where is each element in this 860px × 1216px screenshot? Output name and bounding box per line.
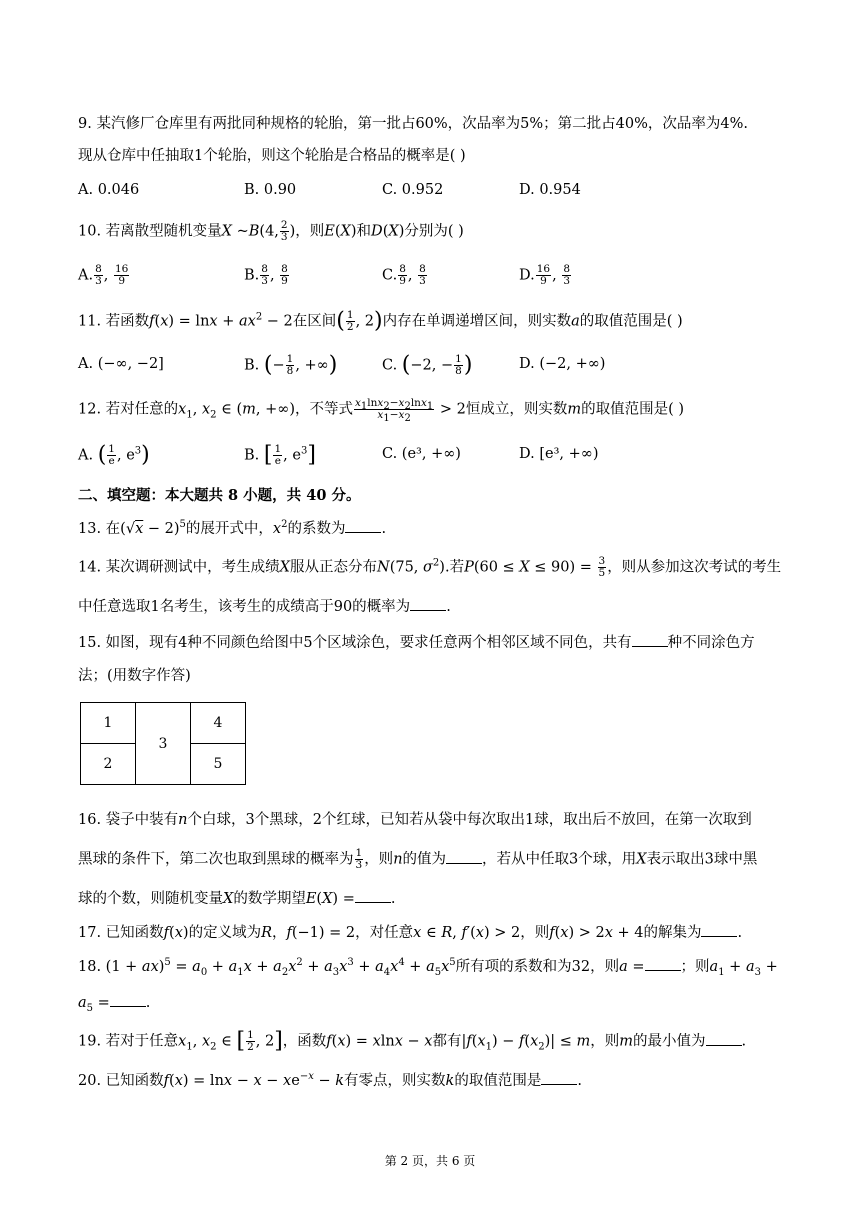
q12-option-d: D. [e³, +∞) [519,446,599,462]
q16-line3: 球的个数，则随机变量X的数学期望E(X) = . [78,888,395,909]
q14-line1: 14. 某次调研测试中，考生成绩X服从正态分布N(75, $\sigma^2$).若P(60 ≤ X ≤ 90) = $\frac{3}{5}$ ，则从参加这次考试的考生 [78,555,782,579]
q19-answer-blank [706,1031,742,1046]
q18-line1: 18. $(1 + ax)^5 = a_0 + a_1x + a_2x^2 + a_3x^3 + a_4x^4 + a_5x^5$所有项的系数和为32，则a = ；则$a_1 + a_3$ + [78,957,778,978]
region-5: 5 [191,744,246,785]
q13-answer-blank [345,518,381,533]
q12-option-a: A. ( $\frac{1}{e}$ , $e^3$) [78,442,150,468]
q18-answer-blank-1 [645,956,681,971]
q10-stem: 10. 若离散型随机变量X ~B(4, $\frac{2}{3}$ )，则E(X)和D(X)分别为( ) [78,219,464,243]
region-1: 1 [81,703,136,744]
q9-option-c: C. 0.952 [382,182,444,198]
q12-stem: 12. 若对任意的$x_1$, $x_2$ ∈ (m, +∞)，不等式 $\frac{x_1\ln x_2-x_2\ln x_1}{x_1-x_2}$ > 2恒成立，则实数m的取值范围是( ) [78,397,685,425]
q9-line2: 现从仓库中任抽取1个轮胎，则这个轮胎是合格品的概率是( ) [78,148,466,164]
q10-option-c: C. $\frac{8}{9}$ , $\frac{8}{3}$ [382,263,426,287]
q20-stem: 20. 已知函数$f(x) = \ln x - x - xe^{-x} - k$有零点，则实数k的取值范围是 . [78,1071,582,1089]
q10-option-d: D. $\frac{16}{9}$ , $\frac{8}{3}$ [519,263,570,287]
region-3: 3 [136,703,191,785]
q10-option-b: B. $\frac{8}{3}$ , $\frac{8}{9}$ [244,263,288,287]
q16-answer-blank-1 [446,849,482,864]
q11-option-a: A. (−∞, −2] [78,356,164,372]
page-footer: 第 2 页，共 6 页 [384,1154,476,1168]
q17-answer-blank [701,922,737,937]
q10-option-a: A. $\frac{8}{3}$ , $\frac{16}{9}$ [78,263,129,287]
q11-option-c: C. (−2, − $\frac{1}{8}$ ) [382,352,473,378]
q9-line1: 9. 某汽修厂仓库里有两批同种规格的轮胎，第一批占60%，次品率为5%；第二批占40%，次品率为4%. [78,116,749,132]
q15-region-diagram [80,702,246,785]
q16-answer-blank-2 [355,888,391,903]
q13-stem: 13. 在$(√x - 2)^5$的展开式中，$x^2$的系数为 . [78,519,387,537]
q11-option-b: B. (− $\frac{1}{8}$ , +∞) [244,352,338,378]
region-2: 2 [81,744,136,785]
q11-option-d: D. (−2, +∞) [519,356,606,372]
q9-option-d: D. 0.954 [519,182,581,198]
q19-stem: 19. 若对于任意$x_1$, $x_2$ ∈ [ $\frac{1}{2}$ , 2]，函数f(x) = xlnx − x都有$|f(x_1) - f(x_2)| \le m$，则m的最小值为 . [78,1028,747,1054]
q18-answer-blank-2 [110,992,146,1007]
q20-answer-blank [541,1070,577,1085]
q16-line1: 16. 袋子中装有n个白球，3个黑球，2个红球，已知若从袋中每次取出1球，取出后不放回，在第一次取到 [78,812,752,828]
q15-answer-blank [632,632,668,647]
q18-line2: $a_5$ = . [78,992,150,1013]
q9-option-b: B. 0.90 [244,182,297,198]
region-4: 4 [191,703,246,744]
q9-option-a: A. 0.046 [78,182,140,198]
q11-stem: 11. 若函数$f(x) = \ln x + ax^2 - 2$在区间( $\frac{1}{2}$ , 2)内存在单调递增区间，则实数a的取值范围是( ) [78,308,683,334]
section-fill-in-heading: 二、填空题：本大题共 8 小题，共 40 分。 [78,487,361,504]
q12-option-b: B. [ $\frac{1}{e}$ , $e^3$] [244,442,316,468]
q15-line1: 15. 如图，现有4种不同颜色给图中5个区域涂色，要求任意两个相邻区域不同色，共有 种不同涂色方 [78,632,755,653]
q17-stem: 17. 已知函数f(x)的定义域为R，f(−1) = 2，对任意x ∈ R, f′(x) > 2，则f(x) > 2x + 4的解集为 . [78,922,742,943]
q15-line2: 法；(用数字作答) [78,668,191,684]
q14-line2: 中任意选取1名考生，该考生的成绩高于90的概率为 . [78,596,451,617]
q16-line2: 黑球的条件下，第二次也取到黑球的概率为 $\frac{1}{3}$ ，则n的值为 ，若从中任取3个球，用X表示取出3球中黑 [78,847,758,871]
q14-answer-blank [410,596,446,611]
q12-option-c: C. (e³, +∞) [382,446,461,462]
